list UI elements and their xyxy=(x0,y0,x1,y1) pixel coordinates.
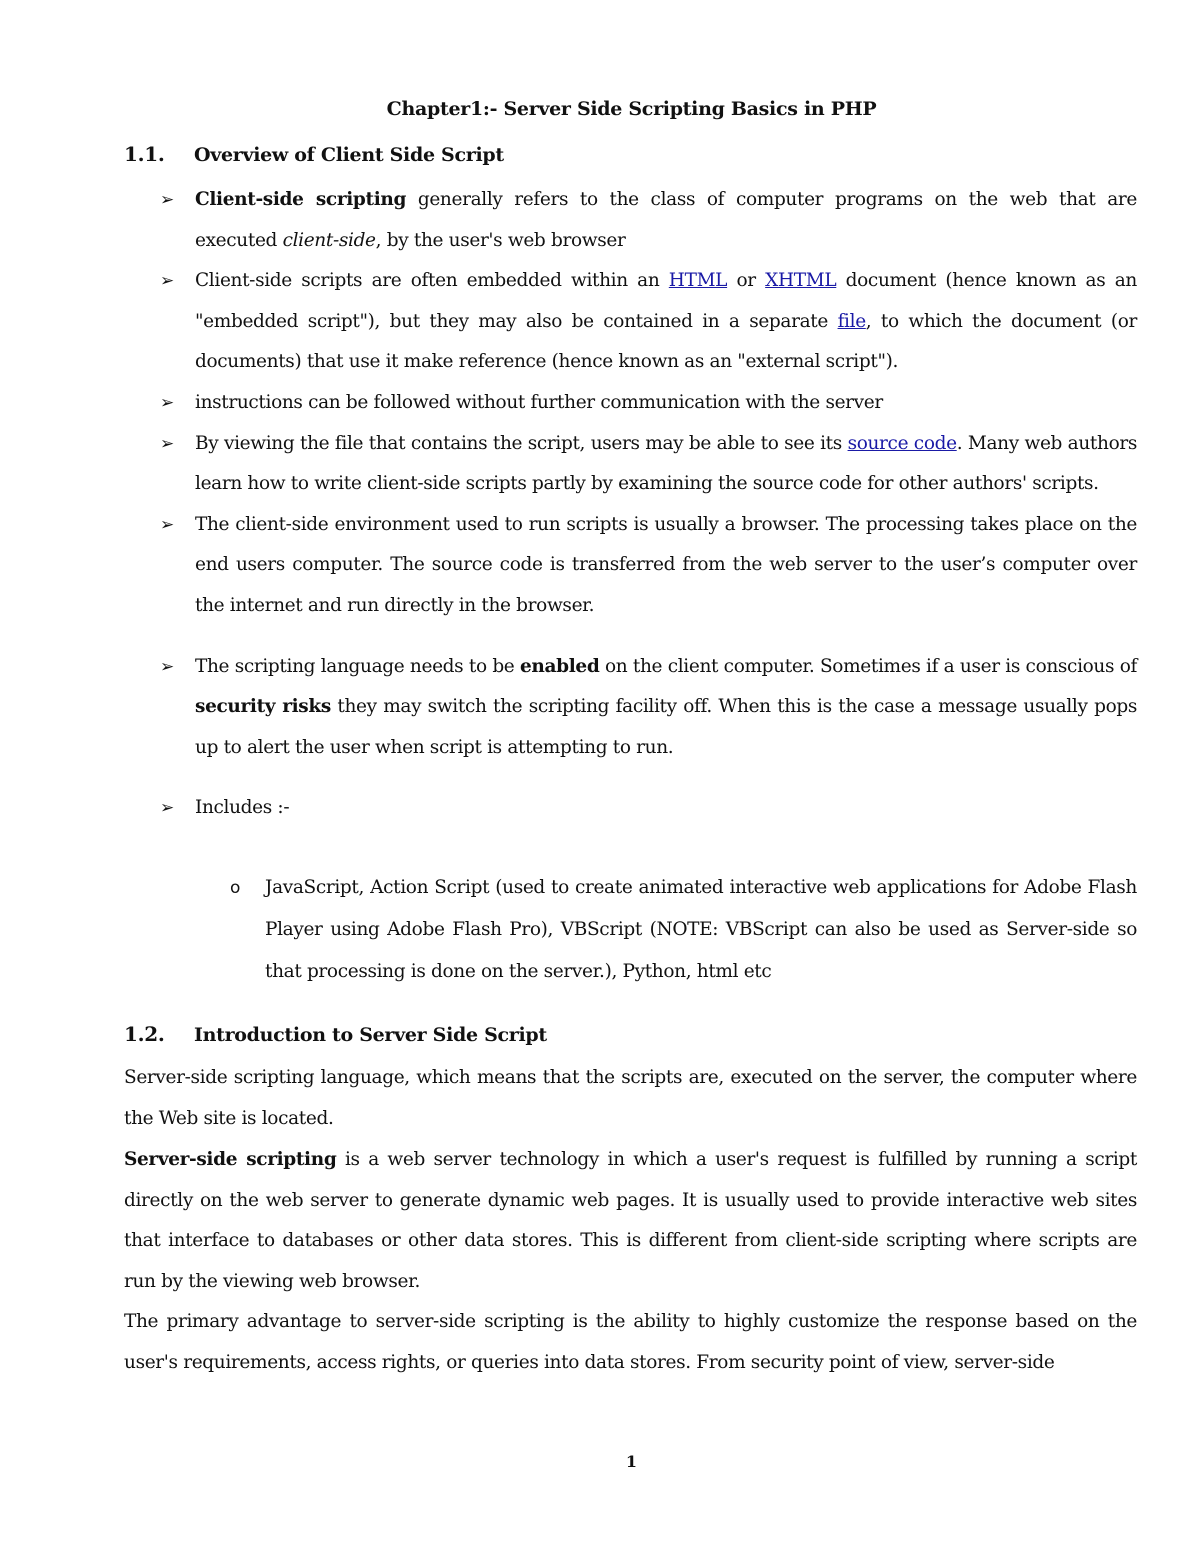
bullet-text: they may switch the scripting facility off. When this is the case a message usually pops up to alert the user when script is attempting to run. xyxy=(195,696,1137,758)
chapter-title: Chapter1:- Server Side Scripting Basics in PHP xyxy=(386,98,877,120)
paragraph-text: is a web server technology in which a user's request is fulfilled by running a script directly on the web server to generate dynamic web pages. It is usually used to provide interactive web sites that interface to databases or other data stores. This is different from client-side scripting where scripts are run by the viewing web browser. xyxy=(124,1149,1137,1292)
bullet-text: instructions can be followed without further communication with the server xyxy=(195,391,883,413)
bullet-text: The scripting language needs to be xyxy=(195,655,520,677)
bullet-text: or xyxy=(727,270,766,292)
bullet-text: By viewing the file that contains the script, users may be able to see its xyxy=(195,432,848,454)
file-link[interactable]: file xyxy=(837,310,866,332)
bullet-text: document (hence known as an "embedded script"), but they may also be contained in a separate xyxy=(195,270,1137,332)
paragraph-server-side-language: Server-side scripting language, which means that the scripts are, executed on the server, the computer where the Web site is located. xyxy=(124,1067,1137,1129)
bold-term: Server-side scripting xyxy=(124,1149,337,1170)
bold-term: Client-side scripting xyxy=(195,189,407,210)
bullet-text: , to which the document (or documents) that use it make reference (hence known as an "external script"). xyxy=(195,310,1138,373)
bullet-includes xyxy=(160,788,1137,829)
sub-item-languages xyxy=(230,867,1137,993)
bullet-source-code xyxy=(160,424,1137,505)
arrow-bullet-icon: ➢ xyxy=(160,433,174,454)
bullet-text: on the client computer. Sometimes if a user is conscious of xyxy=(599,655,1137,677)
arrow-bullet-icon: ➢ xyxy=(160,798,174,819)
bold-term: enabled xyxy=(519,655,600,677)
bullet-client-environment xyxy=(160,505,1137,627)
section-heading-1-1 xyxy=(124,142,504,166)
paragraph-primary-advantage: The primary advantage to server-side scripting is the ability to highly customize the response based on the user's requirements, access rights, or queries into data stores. From security point of view, server-side xyxy=(124,1311,1137,1373)
source-code-link[interactable]: source code xyxy=(847,432,957,454)
bold-term: security risks xyxy=(195,696,331,718)
arrow-bullet-icon: ➢ xyxy=(160,514,174,535)
section-heading-1-2 xyxy=(124,1022,547,1046)
client-side-bullet-list xyxy=(160,180,1137,829)
bullet-text: The client-side environment used to run scripts is usually a browser. The processing takes place on the end users computer. The source code is transferred from the web server to the user’s computer over the internet and run directly in the browser. xyxy=(195,513,1137,616)
html-link[interactable]: HTML xyxy=(668,270,728,292)
section-heading-text: Introduction to Server Side Script xyxy=(194,1024,547,1046)
bullet-instructions xyxy=(160,383,1137,424)
includes-sub-list xyxy=(230,867,1137,993)
bullet-text: Client-side scripts are often embedded within an xyxy=(195,270,669,292)
xhtml-link[interactable]: XHTML xyxy=(765,270,837,292)
bullet-text: generally refers to the class of computer programs on the web that are executed xyxy=(195,189,1137,251)
bullet-scripting-enabled xyxy=(160,647,1137,769)
bullet-text: Includes :- xyxy=(195,797,290,819)
circle-bullet-icon: o xyxy=(230,878,241,898)
section-heading-text: Overview of Client Side Script xyxy=(194,144,504,166)
arrow-bullet-icon: ➢ xyxy=(160,656,174,677)
bullet-text: . Many web authors learn how to write client-side scripts partly by examining the source code for other authors' scripts. xyxy=(195,432,1137,495)
paragraph-server-side-scripting xyxy=(124,1140,1137,1302)
sub-item-text: JavaScript, Action Script (used to create animated interactive web applications for Adobe Flash Player using Adobe Flash Pro), VBScript (NOTE: VBScript can also be used as Server-side so that processing is done on the server.), Python, html etc xyxy=(265,877,1137,982)
page-number: 1 xyxy=(625,1452,638,1471)
section-number: 1.2. xyxy=(124,1022,165,1046)
italic-term: client-side xyxy=(282,229,376,251)
arrow-bullet-icon: ➢ xyxy=(160,190,174,210)
bullet-client-side-scripting xyxy=(160,180,1137,261)
arrow-bullet-icon: ➢ xyxy=(160,392,174,413)
arrow-bullet-icon: ➢ xyxy=(160,271,174,292)
bullet-embedded-scripts xyxy=(160,261,1137,383)
section-number: 1.1. xyxy=(124,142,165,166)
bullet-text: , by the user's web browser xyxy=(375,229,626,251)
